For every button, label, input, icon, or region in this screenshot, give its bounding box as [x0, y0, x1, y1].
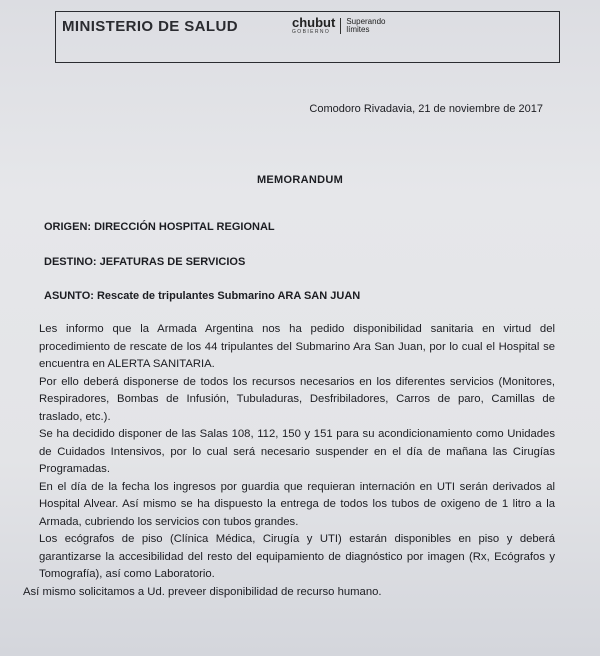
memo-title: MEMORANDUM — [256, 174, 344, 186]
memo-body — [23, 321, 555, 601]
logo-tagline-1: Superando — [346, 16, 386, 26]
body-paragraph: Por ello deberá disponerse de todos los recursos necesarios en los diferentes servicios (Monitores, Respiradores, Bombas de Infusión, Tubuladuras, Desfribiladores, Carros de paro, Camillas de traslado, etc.). — [39, 375, 555, 423]
body-paragraph: Los ecógrafos de piso (Clínica Médica, Cirugía y UTI) estarán disponibles en piso y deberá garantizarse la accesibilidad del resto del equipamiento de diagnóstico por imagen (Rx, Ecógrafos y Tomografía), así como Laboratorio. — [39, 533, 555, 580]
body-paragraph: Se ha decidido disponer de las Salas 108, 112, 150 y 151 para su acondicionamiento como Unidades de Cuidados Intensivos, por lo cual será necesario suspender en el día de mañana las Cirugías Programadas. — [39, 428, 555, 475]
logo-divider — [340, 18, 341, 34]
ministry-name: MINISTERIO DE SALUD — [62, 18, 238, 35]
body-paragraph: En el día de la fecha los ingresos por guardia que requieran internación en UTI serán derivados al Hospital Alvear. Así mismo se ha dispuesto la entrega de todos los tubos de oxigeno de 1 litro a la Armada, cubriendo los servicios con tubos grandes. — [39, 480, 555, 528]
body-paragraph: Así mismo solicitamos a Ud. preveer disponibilidad de recurso humano. — [23, 585, 382, 598]
logo-main-text: chubut — [292, 15, 336, 30]
logo-tagline-2: límites — [346, 24, 370, 34]
body-paragraph: Les informo que la Armada Argentina nos ha pedido disponibilidad sanitaria en virtud del procedimiento de rescate de los 44 tripulantes del Submarino Ara San Juan, por lo cual el Hospital se encuentra en ALERTA SANITARIA. — [39, 323, 555, 370]
chubut-logo — [292, 16, 385, 35]
logo-sub-text: GOBIERNO — [292, 29, 331, 35]
destination-field: DESTINO: JEFATURAS DE SERVICIOS — [44, 256, 246, 268]
origin-field: ORIGEN: DIRECCIÓN HOSPITAL REGIONAL — [44, 221, 275, 233]
date-line: Comodoro Rivadavia, 21 de noviembre de 2017 — [309, 103, 543, 115]
subject-field: ASUNTO: Rescate de tripulantes Submarino ARA SAN JUAN — [44, 290, 361, 302]
